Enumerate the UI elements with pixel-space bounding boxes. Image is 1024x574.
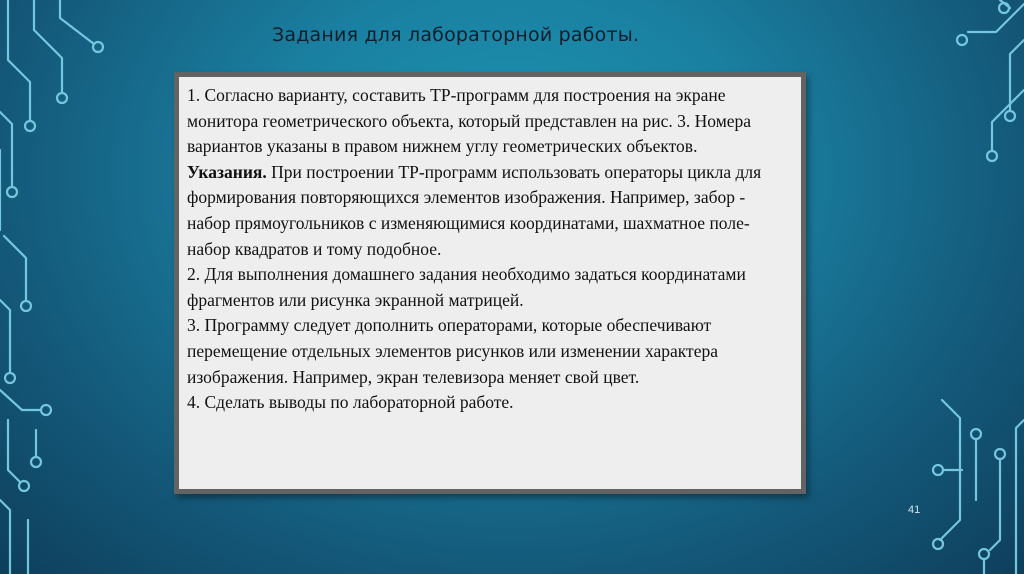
task-item-2: 2. Для выполнения домашнего задания необходимо задаться координатами фрагментов или рисунка экранной матрицей. xyxy=(187,264,746,310)
slide-title: Задания для лабораторной работы. xyxy=(272,24,640,46)
task-item-1: 1. Согласно варианту, составить ТР-программ для построения на экране монитора геометрического объекта, который представлен на рис. 3. Номера вариантов указаны в правом нижнем углу геометрических объектов. xyxy=(187,85,752,157)
content-text xyxy=(187,83,793,416)
hint-paragraph xyxy=(187,160,793,262)
page-number: 41 xyxy=(908,504,921,516)
content-box xyxy=(174,72,806,494)
task-item-4: 4. Сделать выводы по лабораторной работе. xyxy=(187,392,514,413)
hint-label: Указания. xyxy=(187,161,267,182)
hint-text: При построении ТР-программ использовать операторы цикла для формирования повторяющихся элементов изображения. Например, забор - набор прямоугольников с изменяющимися координатами, шахматное поле-набор квадратов и тому подобное. xyxy=(187,161,762,259)
task-item-3: 3. Программу следует дополнить операторами, которые обеспечивают перемещение отдельных элементов рисунков или изменении характера изображения. Например, экран телевизора меняет свой цвет. xyxy=(187,315,718,387)
